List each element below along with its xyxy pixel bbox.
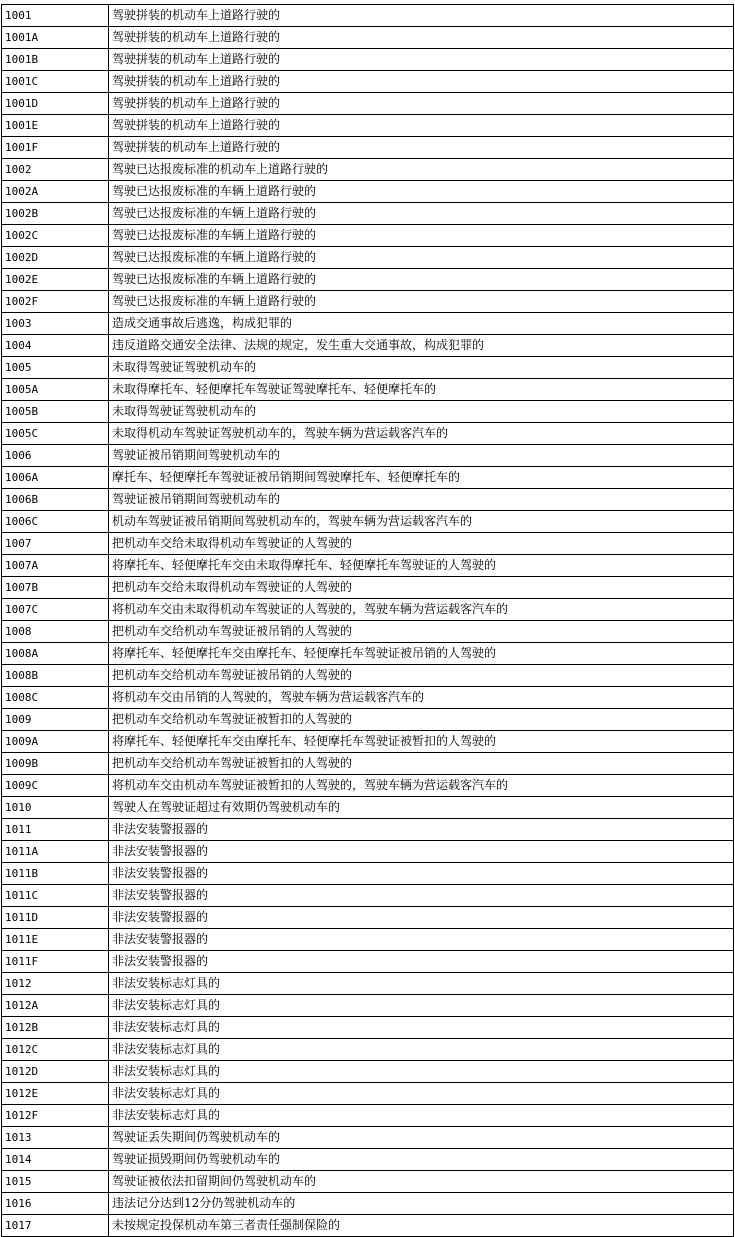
table-row: [2, 423, 734, 445]
violation-code-cell: 1012D: [2, 1061, 109, 1083]
violation-description-cell: 将机动车交由未取得机动车驾驶证的人驾驶的，驾驶车辆为营运载客汽车的: [109, 599, 734, 621]
violation-description-cell: 把机动车交给机动车驾驶证被吊销的人驾驶的: [109, 665, 734, 687]
table-row: [2, 907, 734, 929]
table-row: [2, 951, 734, 973]
violation-code-cell: 1009A: [2, 731, 109, 753]
table-row: [2, 137, 734, 159]
violation-description-cell: 驾驶已达报废标准的车辆上道路行驶的: [109, 181, 734, 203]
violation-code-cell: 1012C: [2, 1039, 109, 1061]
violation-code-cell: 1001A: [2, 27, 109, 49]
table-row: [2, 1127, 734, 1149]
violation-code-cell: 1006B: [2, 489, 109, 511]
violation-description-cell: 非法安装标志灯具的: [109, 1105, 734, 1127]
violation-code-cell: 1006: [2, 445, 109, 467]
violation-description-cell: 将摩托车、轻便摩托车交由摩托车、轻便摩托车驾驶证被暂扣的人驾驶的: [109, 731, 734, 753]
violation-code-cell: 1001D: [2, 93, 109, 115]
violation-description-cell: 摩托车、轻便摩托车驾驶证被吊销期间驾驶摩托车、轻便摩托车的: [109, 467, 734, 489]
violation-code-cell: 1008A: [2, 643, 109, 665]
violation-code-cell: 1001F: [2, 137, 109, 159]
violation-code-cell: 1005A: [2, 379, 109, 401]
table-row: [2, 511, 734, 533]
violation-description-cell: 驾驶证损毁期间仍驾驶机动车的: [109, 1149, 734, 1171]
violation-description-cell: 驾驶已达报废标准的车辆上道路行驶的: [109, 225, 734, 247]
table-row: [2, 709, 734, 731]
table-row: [2, 357, 734, 379]
violation-code-cell: 1011F: [2, 951, 109, 973]
table-row: [2, 797, 734, 819]
violation-code-cell: 1001E: [2, 115, 109, 137]
violation-code-cell: 1008B: [2, 665, 109, 687]
violation-description-cell: 未取得摩托车、轻便摩托车驾驶证驾驶摩托车、轻便摩托车的: [109, 379, 734, 401]
violation-description-cell: 将摩托车、轻便摩托车交由未取得摩托车、轻便摩托车驾驶证的人驾驶的: [109, 555, 734, 577]
violation-code-cell: 1013: [2, 1127, 109, 1149]
table-row: [2, 885, 734, 907]
violation-description-cell: 驾驶人在驾驶证超过有效期仍驾驶机动车的: [109, 797, 734, 819]
violation-code-cell: 1002: [2, 159, 109, 181]
violation-description-cell: 违反道路交通安全法律、法规的规定，发生重大交通事故，构成犯罪的: [109, 335, 734, 357]
violation-code-cell: 1009B: [2, 753, 109, 775]
violation-description-cell: 将机动车交由机动车驾驶证被暂扣的人驾驶的，驾驶车辆为营运载客汽车的: [109, 775, 734, 797]
table-row: [2, 665, 734, 687]
table-row: [2, 841, 734, 863]
violation-description-cell: 造成交通事故后逃逸，构成犯罪的: [109, 313, 734, 335]
violation-code-cell: 1009C: [2, 775, 109, 797]
table-row: [2, 489, 734, 511]
violation-description-cell: 非法安装警报器的: [109, 863, 734, 885]
violation-code-cell: 1007C: [2, 599, 109, 621]
violation-description-cell: 驾驶证被依法扣留期间仍驾驶机动车的: [109, 1171, 734, 1193]
table-row: [2, 929, 734, 951]
violation-description-cell: 驾驶拼装的机动车上道路行驶的: [109, 49, 734, 71]
violation-description-cell: 非法安装警报器的: [109, 907, 734, 929]
table-row: [2, 1061, 734, 1083]
violation-code-cell: 1007B: [2, 577, 109, 599]
table-row: [2, 313, 734, 335]
violation-code-cell: 1001B: [2, 49, 109, 71]
violation-code-cell: 1017: [2, 1215, 109, 1237]
violation-code-cell: 1011C: [2, 885, 109, 907]
violation-code-cell: 1015: [2, 1171, 109, 1193]
violation-description-cell: 非法安装标志灯具的: [109, 995, 734, 1017]
violation-description-cell: 驾驶已达报废标准的车辆上道路行驶的: [109, 247, 734, 269]
violation-description-cell: 非法安装警报器的: [109, 819, 734, 841]
violation-code-cell: 1005: [2, 357, 109, 379]
violation-code-cell: 1001: [2, 5, 109, 27]
table-row: [2, 225, 734, 247]
table-row: [2, 973, 734, 995]
violation-code-cell: 1002D: [2, 247, 109, 269]
table-row: [2, 1039, 734, 1061]
violation-description-cell: 驾驶拼装的机动车上道路行驶的: [109, 5, 734, 27]
violation-code-cell: 1011D: [2, 907, 109, 929]
table-row: [2, 599, 734, 621]
violation-description-cell: 把机动车交给机动车驾驶证被暂扣的人驾驶的: [109, 753, 734, 775]
violation-description-cell: 驾驶已达报废标准的车辆上道路行驶的: [109, 269, 734, 291]
table-row: [2, 379, 734, 401]
table-row: [2, 1017, 734, 1039]
violation-description-cell: 驾驶拼装的机动车上道路行驶的: [109, 71, 734, 93]
table-row: [2, 1149, 734, 1171]
violation-description-cell: 将摩托车、轻便摩托车交由摩托车、轻便摩托车驾驶证被吊销的人驾驶的: [109, 643, 734, 665]
violation-code-cell: 1011B: [2, 863, 109, 885]
violation-description-cell: 非法安装警报器的: [109, 885, 734, 907]
violation-code-cell: 1004: [2, 335, 109, 357]
table-row: [2, 291, 734, 313]
violation-code-cell: 1010: [2, 797, 109, 819]
violation-description-cell: 驾驶证被吊销期间驾驶机动车的: [109, 445, 734, 467]
table-row: [2, 731, 734, 753]
violation-description-cell: 驾驶拼装的机动车上道路行驶的: [109, 115, 734, 137]
violation-code-cell: 1012A: [2, 995, 109, 1017]
table-row: [2, 995, 734, 1017]
table-row: [2, 203, 734, 225]
violation-code-table: [1, 4, 734, 1237]
table-row: [2, 159, 734, 181]
violation-description-cell: 未取得机动车驾驶证驾驶机动车的，驾驶车辆为营运载客汽车的: [109, 423, 734, 445]
violation-code-cell: 1001C: [2, 71, 109, 93]
table-row: [2, 1105, 734, 1127]
violation-description-cell: 把机动车交给未取得机动车驾驶证的人驾驶的: [109, 577, 734, 599]
table-row: [2, 621, 734, 643]
violation-code-cell: 1016: [2, 1193, 109, 1215]
table-row: [2, 577, 734, 599]
violation-code-cell: 1012F: [2, 1105, 109, 1127]
violation-code-cell: 1011E: [2, 929, 109, 951]
violation-code-cell: 1003: [2, 313, 109, 335]
table-row: [2, 401, 734, 423]
violation-description-cell: 未取得驾驶证驾驶机动车的: [109, 401, 734, 423]
table-row: [2, 1193, 734, 1215]
violation-code-cell: 1011: [2, 819, 109, 841]
violation-description-cell: 非法安装警报器的: [109, 841, 734, 863]
violation-code-cell: 1009: [2, 709, 109, 731]
table-row: [2, 1171, 734, 1193]
violation-description-cell: 非法安装标志灯具的: [109, 1061, 734, 1083]
violation-description-cell: 驾驶证被吊销期间驾驶机动车的: [109, 489, 734, 511]
table-row: [2, 5, 734, 27]
violation-code-cell: 1012B: [2, 1017, 109, 1039]
violation-description-cell: 非法安装警报器的: [109, 929, 734, 951]
table-row: [2, 753, 734, 775]
violation-description-cell: 非法安装标志灯具的: [109, 1017, 734, 1039]
violation-code-cell: 1007: [2, 533, 109, 555]
violation-description-cell: 非法安装标志灯具的: [109, 1083, 734, 1105]
violation-description-cell: 驾驶已达报废标准的车辆上道路行驶的: [109, 203, 734, 225]
violation-description-cell: 非法安装标志灯具的: [109, 973, 734, 995]
violation-description-cell: 将机动车交由吊销的人驾驶的，驾驶车辆为营运载客汽车的: [109, 687, 734, 709]
violation-code-cell: 1005B: [2, 401, 109, 423]
table-row: [2, 247, 734, 269]
violation-description-cell: 把机动车交给未取得机动车驾驶证的人驾驶的: [109, 533, 734, 555]
violation-code-cell: 1006A: [2, 467, 109, 489]
violation-code-cell: 1006C: [2, 511, 109, 533]
violation-code-cell: 1002B: [2, 203, 109, 225]
violation-description-cell: 驾驶已达报废标准的机动车上道路行驶的: [109, 159, 734, 181]
violation-description-cell: 把机动车交给机动车驾驶证被吊销的人驾驶的: [109, 621, 734, 643]
violation-code-cell: 1002E: [2, 269, 109, 291]
violation-code-cell: 1008: [2, 621, 109, 643]
violation-description-cell: 违法记分达到12分仍驾驶机动车的: [109, 1193, 734, 1215]
table-row: [2, 775, 734, 797]
violation-description-cell: 非法安装警报器的: [109, 951, 734, 973]
violation-code-cell: 1005C: [2, 423, 109, 445]
table-row: [2, 93, 734, 115]
table-row: [2, 1215, 734, 1237]
violation-code-cell: 1002C: [2, 225, 109, 247]
table-row: [2, 687, 734, 709]
table-row: [2, 533, 734, 555]
table-body: [2, 5, 734, 1237]
violation-code-cell: 1012E: [2, 1083, 109, 1105]
violation-description-cell: 机动车驾驶证被吊销期间驾驶机动车的，驾驶车辆为营运载客汽车的: [109, 511, 734, 533]
table-row: [2, 467, 734, 489]
violation-description-cell: 未按规定投保机动车第三者责任强制保险的: [109, 1215, 734, 1237]
violation-description-cell: 非法安装标志灯具的: [109, 1039, 734, 1061]
violation-description-cell: 驾驶已达报废标准的车辆上道路行驶的: [109, 291, 734, 313]
table-row: [2, 27, 734, 49]
violation-description-cell: 驾驶证丢失期间仍驾驶机动车的: [109, 1127, 734, 1149]
table-row: [2, 819, 734, 841]
violation-code-cell: 1008C: [2, 687, 109, 709]
table-row: [2, 335, 734, 357]
table-row: [2, 445, 734, 467]
violation-code-cell: 1002F: [2, 291, 109, 313]
table-row: [2, 269, 734, 291]
table-row: [2, 71, 734, 93]
table-row: [2, 49, 734, 71]
violation-description-cell: 驾驶拼装的机动车上道路行驶的: [109, 137, 734, 159]
table-row: [2, 181, 734, 203]
violation-code-cell: 1011A: [2, 841, 109, 863]
table-row: [2, 643, 734, 665]
violation-code-cell: 1014: [2, 1149, 109, 1171]
table-row: [2, 863, 734, 885]
violation-description-cell: 未取得驾驶证驾驶机动车的: [109, 357, 734, 379]
table-row: [2, 1083, 734, 1105]
violation-code-cell: 1002A: [2, 181, 109, 203]
violation-description-cell: 驾驶拼装的机动车上道路行驶的: [109, 93, 734, 115]
table-row: [2, 115, 734, 137]
violation-code-cell: 1007A: [2, 555, 109, 577]
violation-description-cell: 把机动车交给机动车驾驶证被暂扣的人驾驶的: [109, 709, 734, 731]
table-row: [2, 555, 734, 577]
violation-description-cell: 驾驶拼装的机动车上道路行驶的: [109, 27, 734, 49]
violation-code-cell: 1012: [2, 973, 109, 995]
